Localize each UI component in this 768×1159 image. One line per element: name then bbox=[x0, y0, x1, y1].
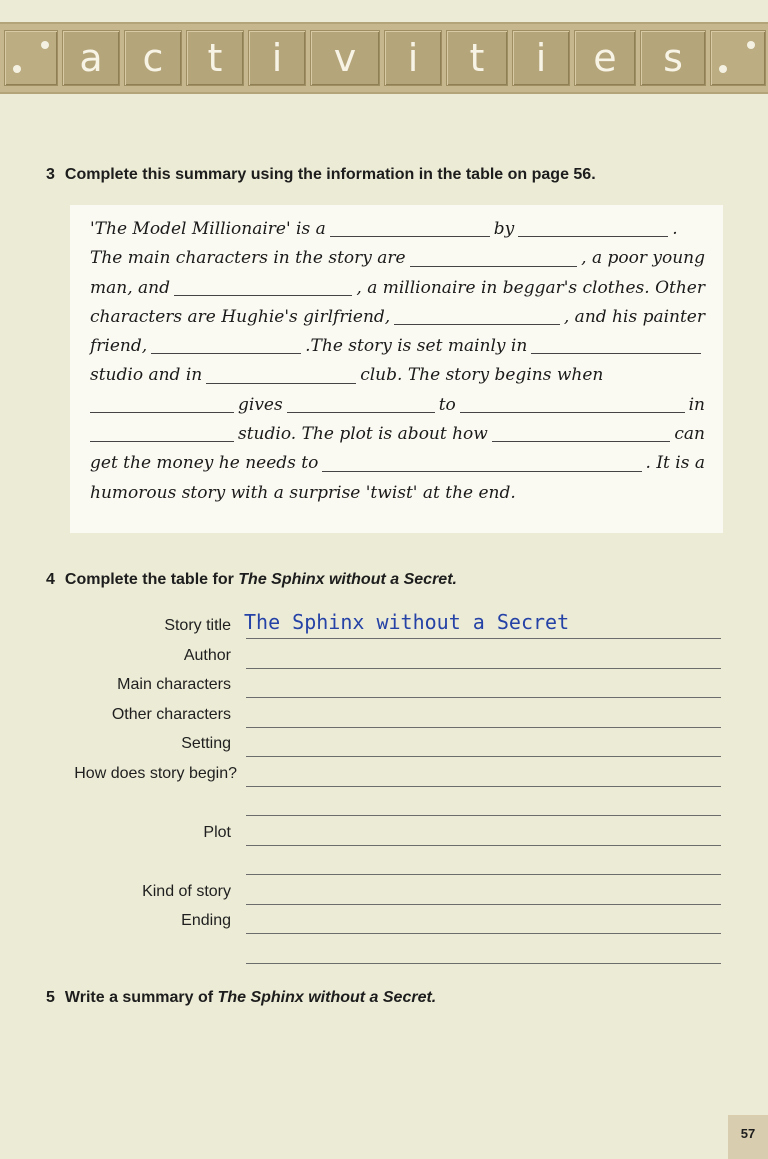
fill-in-blank[interactable] bbox=[90, 440, 234, 442]
summary-text-segment: . It is a bbox=[645, 453, 705, 474]
banner-letter: e bbox=[574, 30, 636, 86]
exercise-5-instruction: Write a summary of bbox=[64, 989, 218, 1006]
banner-letter: t bbox=[186, 30, 244, 86]
dots-tile-right bbox=[710, 30, 766, 86]
summary-text-segment: , a millionaire in beggar's clothes. Other bbox=[356, 277, 705, 298]
table-row-setting bbox=[0, 731, 768, 761]
row-label: Story title bbox=[164, 617, 231, 634]
exercise-number: 4 bbox=[46, 571, 55, 588]
table-row-ending-cont bbox=[0, 938, 768, 968]
fill-in-blank[interactable] bbox=[90, 411, 234, 413]
summary-text-segment: in bbox=[688, 394, 705, 415]
summary-text bbox=[90, 215, 705, 508]
book-title: The Sphinx without a Secret. bbox=[217, 989, 437, 1006]
banner-letter: i bbox=[384, 30, 442, 86]
activities-banner bbox=[0, 22, 768, 94]
summary-text-segment: , and his painter bbox=[563, 306, 705, 327]
answer-line[interactable] bbox=[246, 638, 721, 639]
summary-text-segment: studio. The plot is about how bbox=[238, 424, 488, 445]
handwritten-answer: The Sphinx without a Secret bbox=[244, 610, 570, 634]
answer-line[interactable] bbox=[246, 963, 721, 964]
summary-box bbox=[70, 205, 723, 533]
banner-letter: c bbox=[124, 30, 182, 86]
exercise-number: 5 bbox=[46, 989, 55, 1006]
fill-in-blank[interactable] bbox=[174, 294, 352, 296]
summary-text-segment: .The story is set mainly in bbox=[305, 336, 528, 357]
banner-letter: t bbox=[446, 30, 508, 86]
table-row-plot-cont bbox=[0, 849, 768, 879]
summary-text-segment: 'The Model Millionaire' is a bbox=[90, 219, 326, 239]
summary-text-segment: friend, bbox=[90, 336, 148, 357]
fill-in-blank[interactable] bbox=[206, 382, 356, 384]
answer-line[interactable] bbox=[246, 815, 721, 816]
fill-in-blank[interactable] bbox=[460, 411, 685, 413]
table-row-story-begin bbox=[0, 761, 768, 791]
answer-line[interactable] bbox=[246, 933, 721, 934]
exercise-5-heading bbox=[46, 989, 436, 1007]
fill-in-blank[interactable] bbox=[394, 323, 560, 325]
exercise-3-instruction: Complete this summary using the information in the table on page 56. bbox=[64, 166, 596, 183]
exercise-number: 3 bbox=[46, 166, 55, 183]
row-label: Plot bbox=[203, 824, 231, 841]
summary-text-segment: can bbox=[674, 424, 705, 445]
fill-in-blank[interactable] bbox=[322, 470, 641, 472]
row-label: Kind of story bbox=[142, 883, 231, 900]
summary-text-segment: . bbox=[672, 219, 678, 239]
fill-in-blank[interactable] bbox=[151, 352, 301, 354]
table-row-story-begin-cont bbox=[0, 790, 768, 820]
table-row-author bbox=[0, 643, 768, 673]
answer-line[interactable] bbox=[246, 786, 721, 787]
book-title: The Sphinx without a Secret. bbox=[238, 571, 457, 588]
table-row-ending bbox=[0, 908, 768, 938]
dots-tile-left bbox=[4, 30, 58, 86]
row-label: Main characters bbox=[117, 676, 231, 693]
summary-text-segment: by bbox=[493, 219, 515, 239]
row-label: How does story begin? bbox=[74, 765, 237, 782]
exercise-4-instruction: Complete the table for bbox=[64, 571, 239, 588]
banner-letter: v bbox=[310, 30, 380, 86]
answer-line[interactable] bbox=[246, 697, 721, 698]
summary-text-segment: to bbox=[438, 394, 456, 415]
page-number: 57 bbox=[728, 1115, 768, 1159]
fill-in-blank[interactable] bbox=[287, 411, 435, 413]
row-label: Setting bbox=[181, 735, 231, 752]
fill-in-blank[interactable] bbox=[531, 352, 701, 354]
summary-text-segment: studio and in bbox=[90, 365, 203, 386]
table-row-story-title bbox=[0, 610, 768, 643]
exercise-4-heading bbox=[46, 571, 457, 589]
row-label: Other characters bbox=[111, 706, 231, 723]
table-row-kind bbox=[0, 879, 768, 909]
table-row-plot bbox=[0, 820, 768, 850]
answer-line[interactable] bbox=[246, 727, 721, 728]
fill-in-blank[interactable] bbox=[492, 440, 671, 442]
summary-text-segment: humorous story with a surprise 'twist' at the end. bbox=[90, 482, 516, 503]
exercise-3-heading bbox=[46, 166, 596, 184]
summary-text-segment: club. The story begins when bbox=[360, 365, 604, 386]
row-label: Ending bbox=[181, 912, 231, 929]
summary-text-segment: man, and bbox=[90, 277, 170, 298]
row-label: Author bbox=[183, 647, 231, 664]
summary-text-segment: characters are Hughie's girlfriend, bbox=[90, 306, 391, 327]
fill-in-blank[interactable] bbox=[330, 235, 490, 237]
answer-line[interactable] bbox=[246, 756, 721, 757]
table-row-other-characters bbox=[0, 702, 768, 732]
answer-line[interactable] bbox=[246, 845, 721, 846]
fill-in-blank[interactable] bbox=[518, 235, 668, 237]
fill-in-blank[interactable] bbox=[410, 265, 578, 267]
summary-text-segment: The main characters in the story are bbox=[90, 248, 406, 269]
answer-line[interactable] bbox=[246, 874, 721, 875]
banner-letter: s bbox=[640, 30, 706, 86]
banner-letter: i bbox=[248, 30, 306, 86]
answer-line[interactable] bbox=[246, 668, 721, 669]
summary-text-segment: , a poor young bbox=[581, 248, 705, 269]
banner-letter: a bbox=[62, 30, 120, 86]
summary-text-segment: gives bbox=[238, 394, 283, 415]
banner-letter: i bbox=[512, 30, 570, 86]
answer-line[interactable] bbox=[246, 904, 721, 905]
table-row-main-characters bbox=[0, 672, 768, 702]
summary-text-segment: get the money he needs to bbox=[90, 453, 319, 474]
